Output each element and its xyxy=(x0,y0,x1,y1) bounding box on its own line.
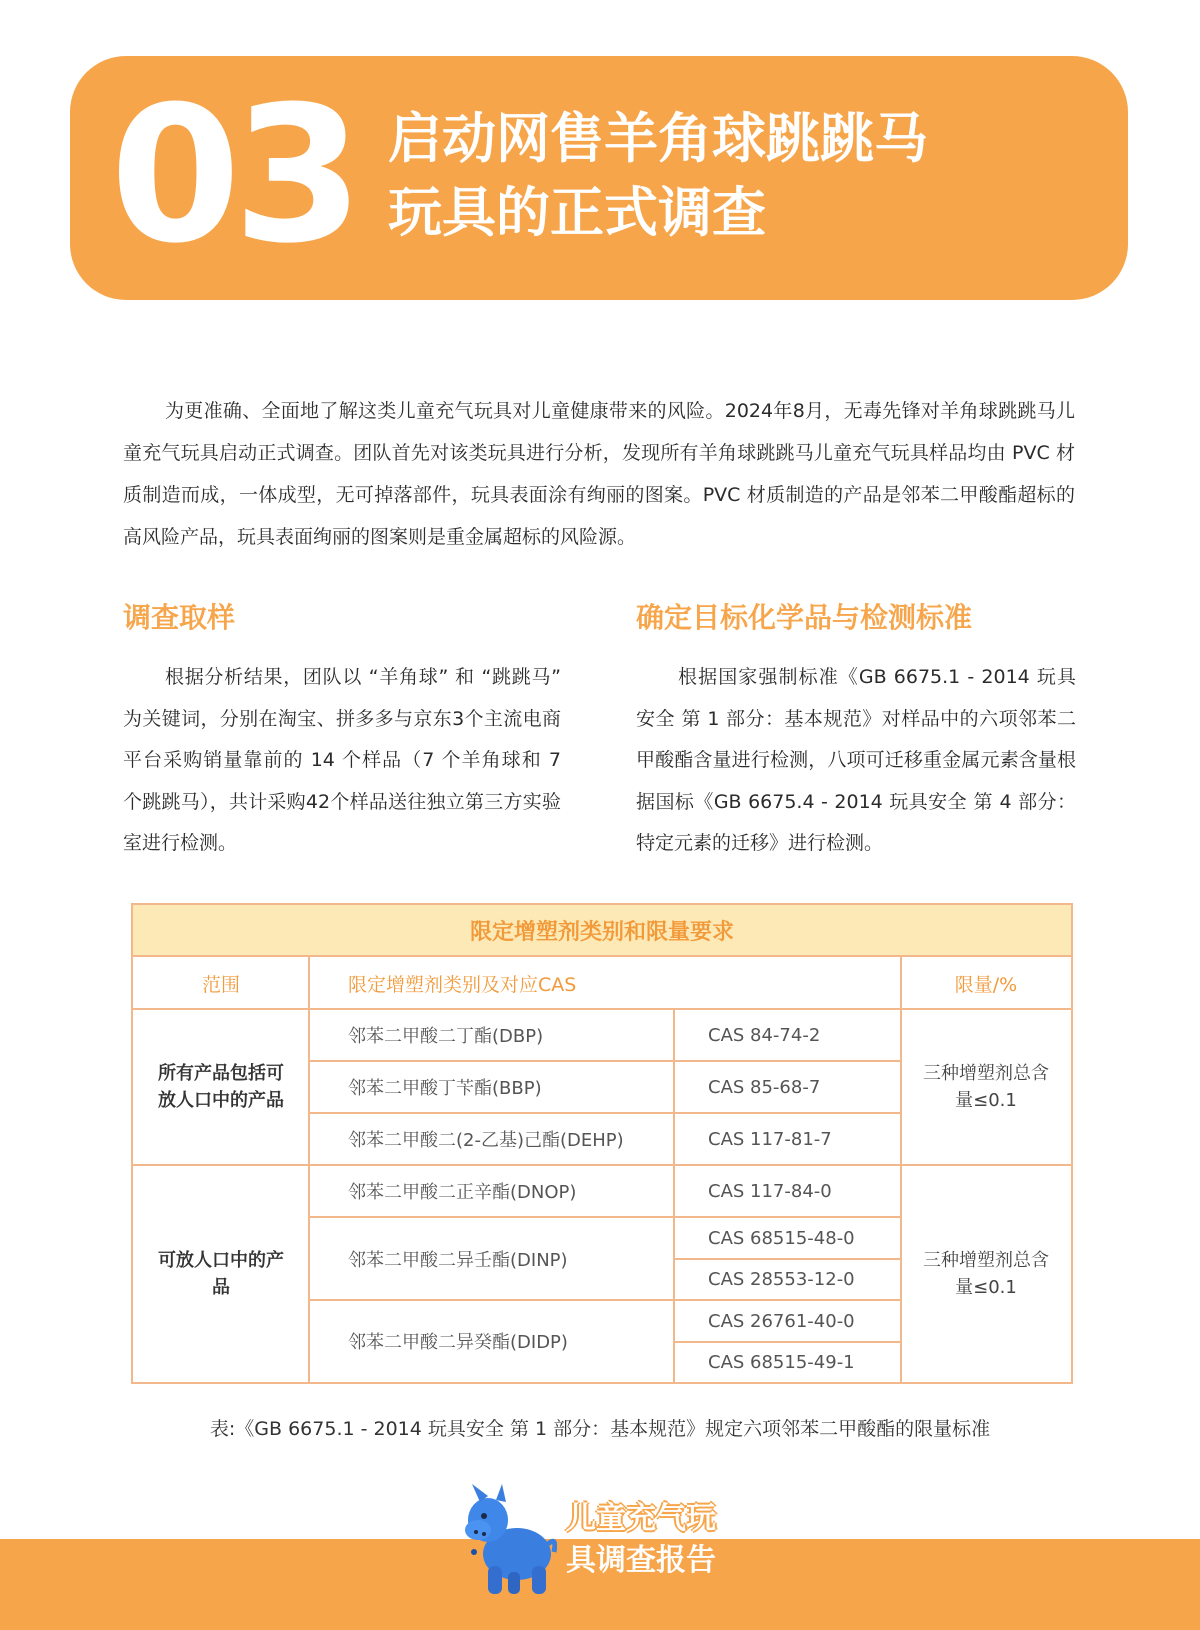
chemical-dbp: 邻苯二甲酸二丁酯(DBP) xyxy=(348,1026,544,1047)
table-title: 限定增塑剂类别和限量要求 xyxy=(133,905,1071,957)
footer-title-line1: 儿童充气玩 xyxy=(566,1501,716,1536)
cas-didp-2: CAS 68515-49-1 xyxy=(708,1351,855,1373)
header-category: 限定增塑剂类别及对应CAS xyxy=(348,973,577,996)
sampling-paragraph: 根据分析结果，团队以 “羊角球” 和 “跳跳马” 为关键词，分别在淘宝、拼多多与京东3个主流电商平台采购销量靠前的 14 个样品（7 个羊角球和 7 个跳跳马），共计采购42个样品送往独立第三方实验室进行检测。 xyxy=(123,666,561,854)
cas-dehp: CAS 117-81-7 xyxy=(708,1128,832,1150)
intro-paragraph: 为更准确、全面地了解这类儿童充气玩具对儿童健康带来的风险。2024年8月，无毒先锋对羊角球跳跳马儿童充气玩具启动正式调查。团队首先对该类玩具进行分析，发现所有羊角球跳跳马儿童充气玩具样品均由 PVC 材质制造而成，一体成型，无可掉落部件，玩具表面涂有绚丽的图案。PVC 材质制造的产品是邻苯二甲酸酯超标的高风险产品，玩具表面绚丽的图案则是重金属超标的风险源。 xyxy=(123,400,1075,548)
table-divider xyxy=(309,1216,901,1218)
standards-heading: 确定目标化学品与检测标准 xyxy=(636,601,973,634)
header-limit: 限量/% xyxy=(954,973,1018,996)
cas-dinp-2: CAS 28553-12-0 xyxy=(708,1269,855,1290)
chemical-didp: 邻苯二甲酸二异癸酯(DIDP) xyxy=(348,1332,568,1353)
group1-limit: 三种增塑剂总含量≤0.1 xyxy=(923,1063,1049,1111)
bouncing-horse-icon xyxy=(462,1482,557,1600)
table-caption: 表:《GB 6675.1 - 2014 玩具安全 第 1 部分：基本规范》规定六项邻苯二甲酸酯的限量标准 xyxy=(209,1418,991,1440)
plasticizer-limit-table xyxy=(131,903,1073,1384)
group2-limit: 三种增塑剂总含量≤0.1 xyxy=(923,1249,1049,1298)
chemical-dinp: 邻苯二甲酸二异壬酯(DINP) xyxy=(348,1249,568,1271)
table-divider xyxy=(309,1060,901,1062)
chemical-bbp: 邻苯二甲酸丁苄酯(BBP) xyxy=(348,1078,542,1099)
section-title xyxy=(388,102,928,250)
sampling-heading: 调查取样 xyxy=(123,601,236,634)
chemical-dnop: 邻苯二甲酸二正辛酯(DNOP) xyxy=(348,1182,577,1203)
group1-scope: 所有产品包括可放人口中的产品 xyxy=(158,1063,284,1111)
header-scope: 范围 xyxy=(201,973,240,996)
table-divider xyxy=(309,1112,901,1114)
table-divider xyxy=(900,957,902,1382)
cas-bbp: CAS 85-68-7 xyxy=(708,1076,821,1098)
table-divider xyxy=(673,1009,675,1382)
table-divider xyxy=(674,1258,901,1260)
footer-title xyxy=(566,1498,716,1582)
cas-dnop: CAS 117-84-0 xyxy=(708,1180,832,1202)
section-title-line1: 启动网售羊角球跳跳马 xyxy=(388,107,928,170)
section-number: 03 xyxy=(110,66,356,285)
table-divider xyxy=(308,957,310,1382)
footer-title-line2: 具调查报告 xyxy=(566,1543,716,1578)
table-divider xyxy=(309,1299,901,1301)
cas-dbp: CAS 84-74-2 xyxy=(708,1024,821,1046)
chemical-dehp: 邻苯二甲酸二(2-乙基)己酯(DEHP) xyxy=(348,1130,624,1151)
standards-paragraph: 根据国家强制标准《GB 6675.1 - 2014 玩具安全 第 1 部分：基本规范》对样品中的六项邻苯二甲酸酯含量进行检测，八项可迁移重金属元素含量根据国标《GB 6675.4 - 2014 玩具安全 第 4 部分：特定元素的迁移》进行检测。 xyxy=(636,666,1076,854)
table-divider xyxy=(133,1164,1071,1166)
table-divider xyxy=(133,1008,1071,1010)
table-divider xyxy=(674,1341,901,1343)
group2-scope: 可放人口中的产品 xyxy=(158,1249,284,1298)
section-banner xyxy=(70,56,1128,300)
cas-dinp-1: CAS 68515-48-0 xyxy=(708,1227,855,1249)
section-title-line2: 玩具的正式调查 xyxy=(388,181,766,244)
cas-didp-1: CAS 26761-40-0 xyxy=(708,1310,855,1332)
